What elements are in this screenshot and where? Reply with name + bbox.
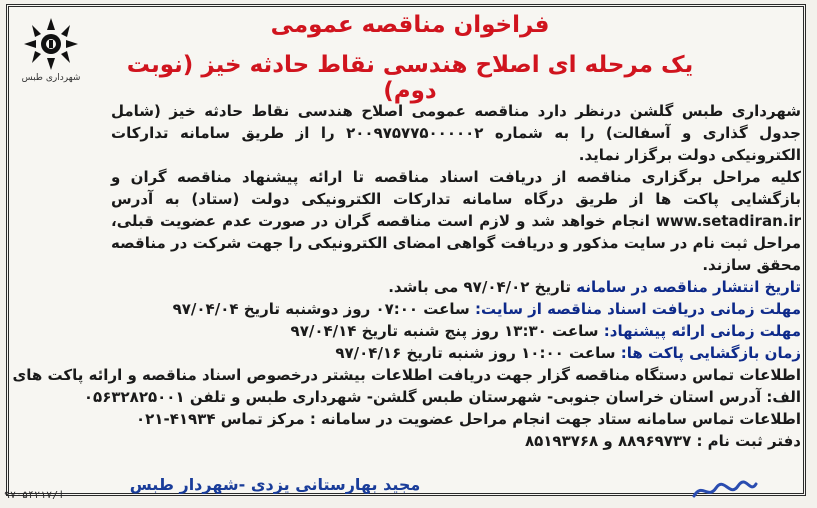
schedule-docs-deadline [111, 298, 801, 320]
municipality-logo [16, 16, 86, 90]
schedule-value: ساعت ۱۳:۳۰ روز پنج شنبه تاریخ ۹۷/۰۴/۱۴ [290, 322, 599, 340]
ad-code: ا/۹۷۰۵۴۲۱۷ [4, 490, 65, 501]
notice-body [12, 100, 801, 452]
schedule-value: ساعت ۰۷:۰۰ روز دوشنبه تاریخ ۹۷/۰۴/۰۴ [172, 300, 470, 318]
emblem-icon [20, 16, 82, 72]
schedule-label: مهلت زمانی دریافت اسناد مناقصه از سایت: [475, 300, 801, 318]
schedule-opening-time [111, 342, 801, 364]
contact-line-2: الف: آدرس استان خراسان جنوبی- شهرستان طبس گلشن- شهرداری طبس و تلفن ۰۵۶۳۲۸۲۵۰۰۱ [83, 388, 801, 406]
schedule-value: تاریخ ۹۷/۰۴/۰۲ می باشد. [388, 278, 571, 296]
contact-line-3: اطلاعات تماس سامانه ستاد جهت انجام مراحل عضویت در سامانه : مرکز تماس ۴۱۹۳۴-۰۲۱ [136, 410, 801, 428]
schedule-label: زمان بازگشایی پاکت ها: [620, 344, 801, 362]
logo-caption: شهرداری طبس [21, 73, 81, 83]
handwritten-mark-icon [690, 478, 760, 502]
schedule-label: تاریخ انتشار مناقصه در سامانه [576, 278, 801, 296]
contact-line-4: دفتر ثبت نام : ۸۸۹۶۹۷۳۷ و ۸۵۱۹۳۷۶۸ [524, 432, 801, 450]
notice-title: فراخوان مناقصه عمومی [270, 12, 550, 38]
schedule-value: ساعت ۱۰:۰۰ روز شنبه تاریخ ۹۷/۰۴/۱۶ [335, 344, 616, 362]
contact-line-1: اطلاعات تماس دستگاه مناقصه گزار جهت دریافت اطلاعات بیشتر درخصوص اسناد مناقصه و ارائه پاکت های [12, 366, 801, 384]
schedule-bid-deadline [111, 320, 801, 342]
notice-subtitle: یک مرحله ای اصلاح هندسی نقاط حادثه خیز (نوبت دوم) [126, 52, 694, 104]
intro-paragraph-2: کلیه مراحل برگزاری مناقصه از دریافت اسناد مناقصه تا ارائه پیشنهاد مناقصه گران و بازگشایی پاکت ها از طریق درگاه سامانه تدارکات الکترونیکی دولت (ستاد) به آدرس www.setadiran.ir انجام خواهد شد و لازم است مناقصه گران در صورت عدم عضویت قبلی، مراحل ثبت نام در سایت مذکور و دریافت گواهی امضای الکترونیکی را جهت شرکت در مناقصه محقق سازند. [111, 168, 801, 274]
intro-paragraph-1: شهرداری طبس گلشن درنظر دارد مناقصه عمومی اصلاح هندسی نقاط حادثه خیز (شامل جدول گذاری و آسفالت) را به شماره ۲۰۰۹۷۵۷۷۵۰۰۰۰۰۲ را از طریق سامانه تدارکات الکترونیکی دولت برگزار نماید. [111, 102, 801, 164]
schedule-publish-date [111, 276, 801, 298]
signature: مجید بهارستانی یزدی -شهردار طبس [129, 475, 421, 494]
schedule-label: مهلت زمانی ارائه پیشنهاد: [603, 322, 801, 340]
